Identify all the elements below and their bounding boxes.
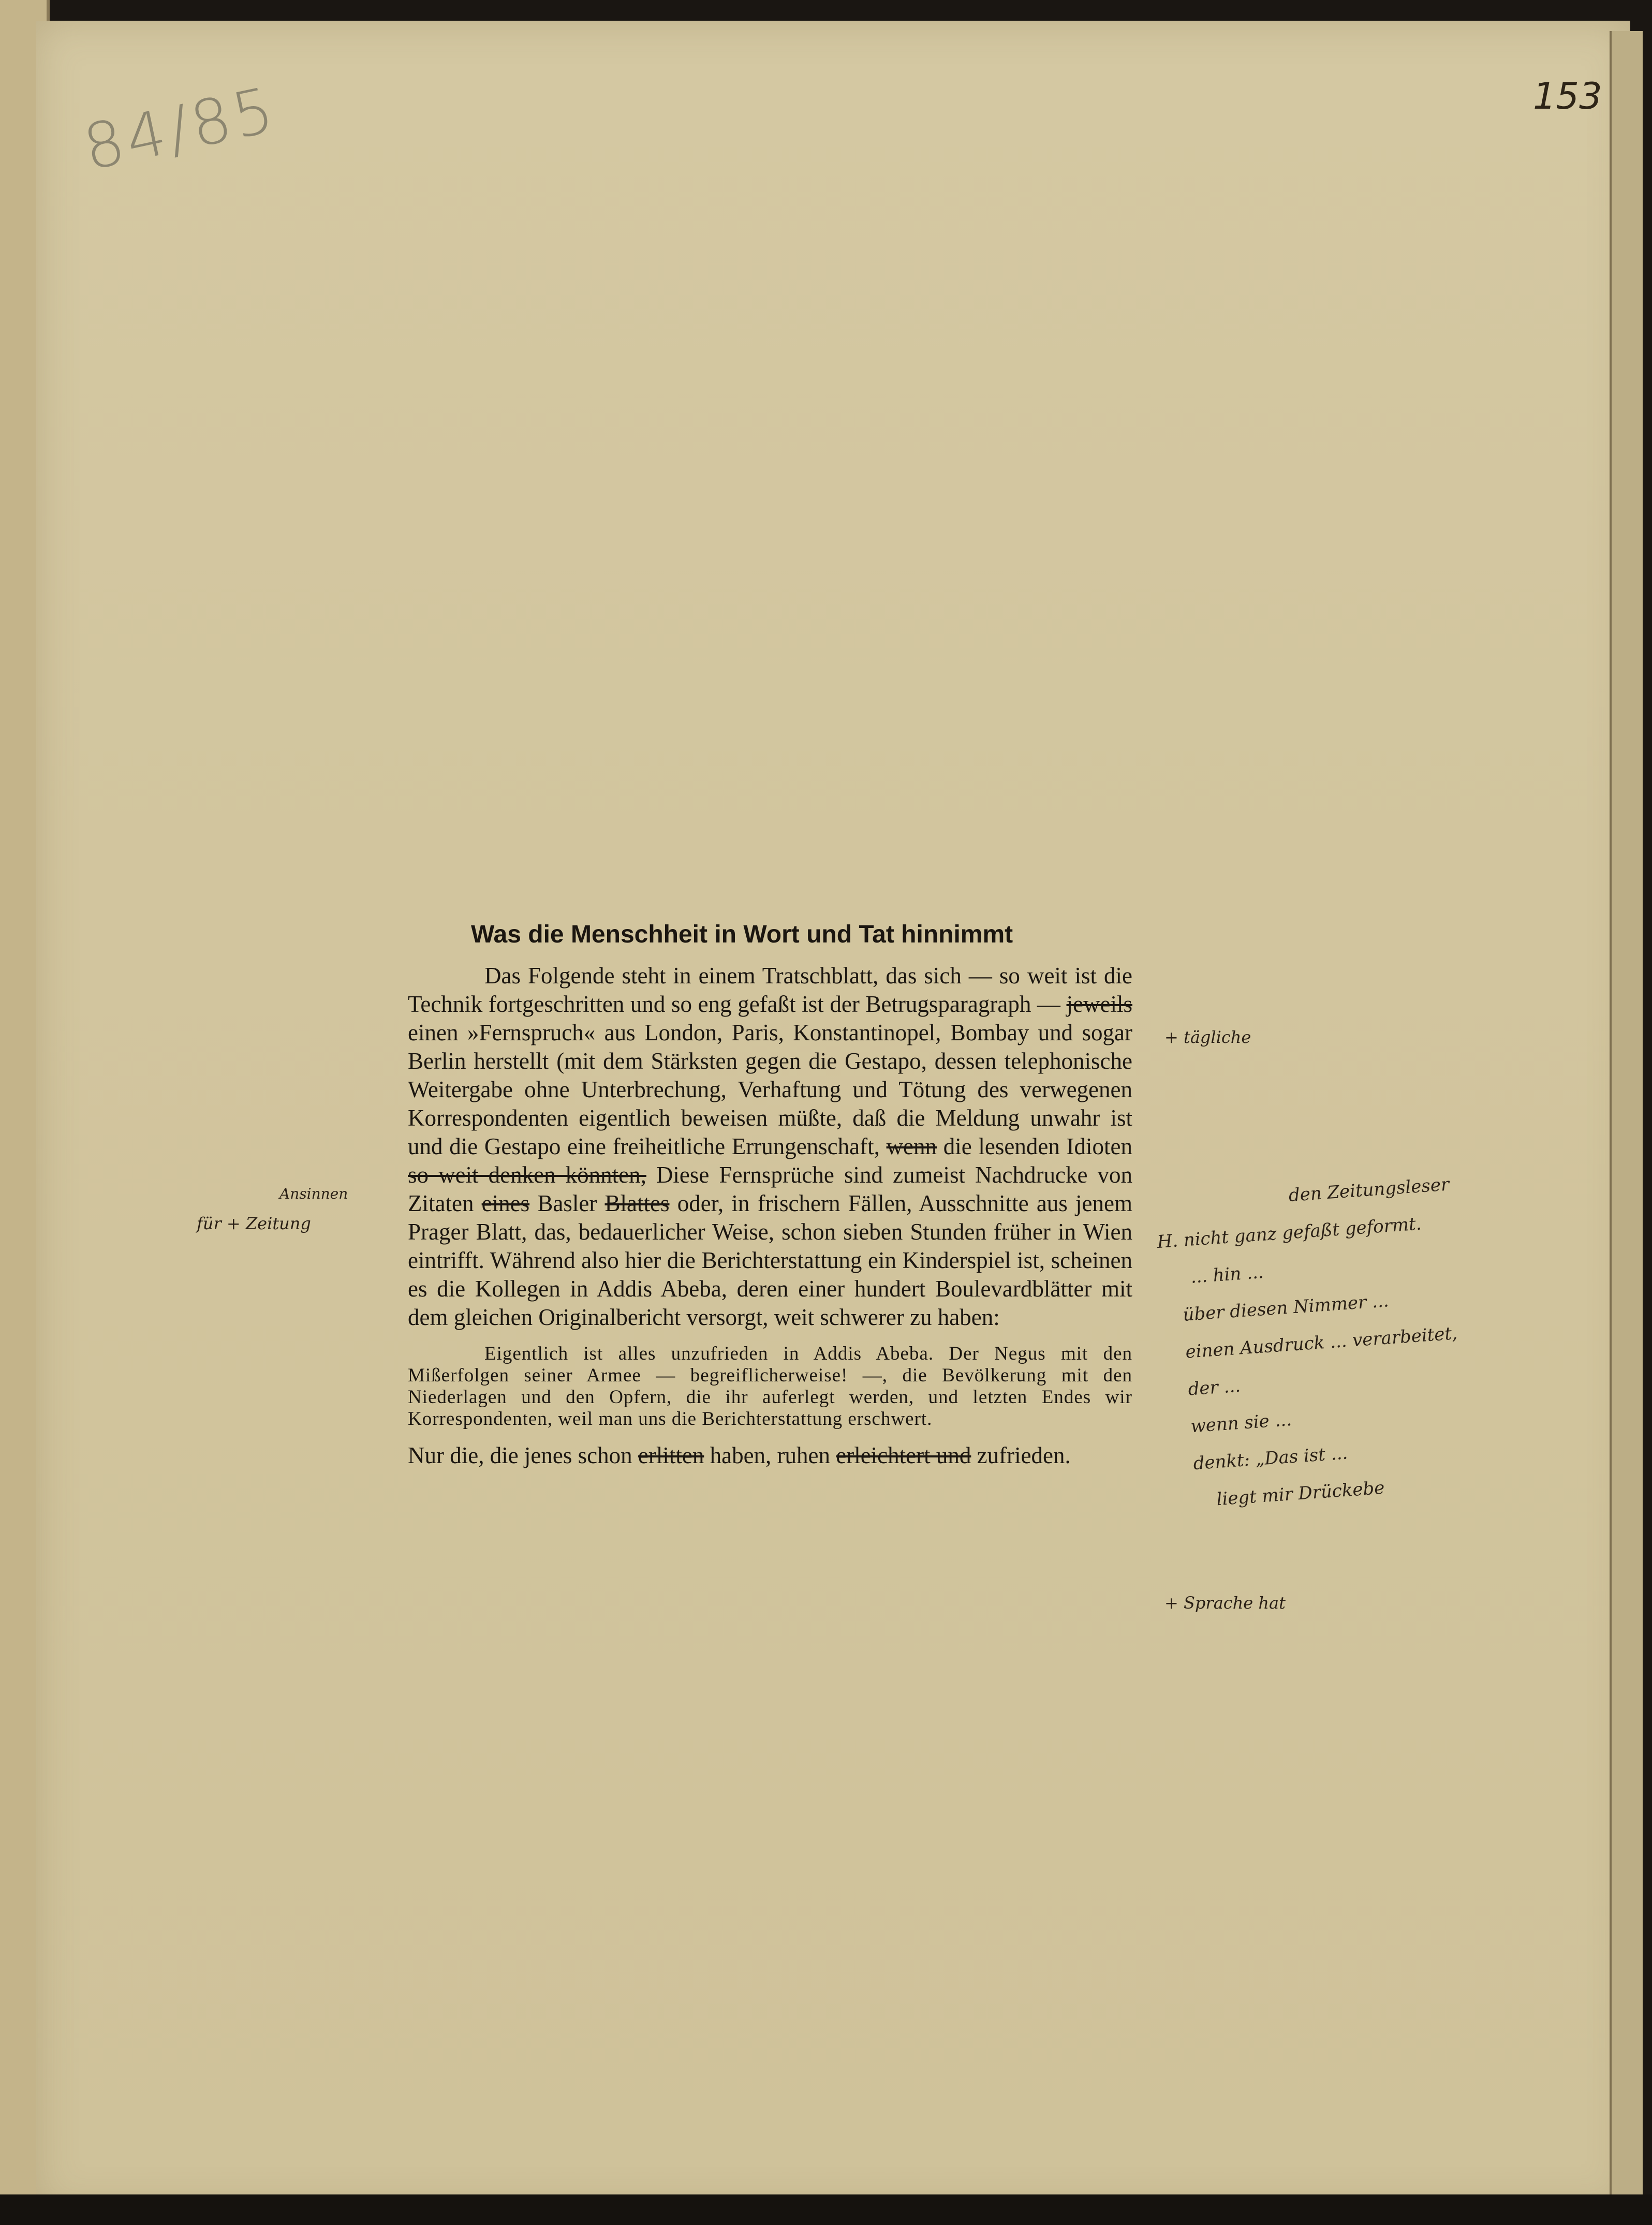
struck-text: Blattes xyxy=(604,1190,670,1216)
note-line: H. nicht ganz gefaßt geformt. xyxy=(1156,1213,1422,1253)
struck-text: jeweils xyxy=(1066,991,1132,1017)
scan-border xyxy=(0,2194,1652,2225)
note-line: den Zeitungsleser xyxy=(1288,1174,1450,1206)
struck-text: erleichtert und xyxy=(836,1442,971,1468)
struck-text: wenn xyxy=(886,1133,937,1159)
struck-text: so weit denken könnten, xyxy=(408,1162,646,1188)
page-stack-edge xyxy=(1610,31,1643,2205)
page-number: 153 xyxy=(1533,75,1602,117)
block-quote: Eigentlich ist alles unzufrieden in Addis Abeba. Der Negus mit den Mißerfolgen seiner Armee — begreiflicherweise! —, die Bevölkerung mit den Niederlagen und den Opfern, die ihr auferlegt werden, und letzten Endes wir Korrespondenten, weil man uns die Berichterstattung erschwert. xyxy=(408,1343,1132,1430)
pencil-mark: 84/85 xyxy=(77,73,283,185)
note-line: liegt mir Drückebe xyxy=(1216,1477,1385,1510)
handwritten-margin-note: + Sprache hat xyxy=(1164,1593,1286,1613)
note-line: denkt: „Das ist ... xyxy=(1192,1442,1349,1475)
struck-text: eines xyxy=(481,1190,530,1216)
note-line: wenn sie ... xyxy=(1190,1409,1293,1437)
handwritten-margin-note: für + Zeitung xyxy=(197,1214,311,1233)
text-run: die lesenden Idioten xyxy=(937,1133,1133,1159)
handwritten-margin-note: + tägliche xyxy=(1164,1027,1251,1047)
article-title: Was die Menschheit in Wort und Tat hinnimmt xyxy=(471,921,1013,948)
closing-paragraph xyxy=(408,1441,1132,1470)
note-line: ... hin ... xyxy=(1190,1261,1264,1288)
note-line: über diesen Nimmer ... xyxy=(1182,1290,1390,1325)
text-run: zufrieden. xyxy=(971,1442,1071,1468)
text-run: Nur die, die jenes schon xyxy=(408,1442,638,1468)
text-run: Das Folgende steht in einem Tratschblatt, das sich — so weit ist die Technik fortgeschritten und so eng gefaßt ist der Betrugsparagraph — xyxy=(408,963,1132,1017)
text-run: Diese Fernsprüche sind zumeist Nachdrucke von Zitaten xyxy=(408,1162,1132,1216)
note-line: der ... xyxy=(1187,1375,1242,1400)
text-run: oder, in frischern Fällen, Ausschnitte aus jenem Prager Blatt, das, bedauerlicher Weise, schon sieben Stunden früher in Wien eintrifft. Während also hier die Berichterstattung ein Kinderspiel ist, scheinen es die Kollegen in Addis Abeba, deren einer hundert Boulevardblätter mit dem gleichen Originalbericht versorgt, weit schwerer zu haben: xyxy=(408,1190,1132,1330)
handwritten-margin-annotation xyxy=(1153,1164,1497,1521)
text-run: haben, ruhen xyxy=(704,1442,836,1468)
article-body xyxy=(408,962,1132,1470)
text-run: einen »Fernspruch« aus London, Paris, Konstantinopel, Bombay und sogar Berlin herstellt (mit dem Stärksten gegen die Gestapo, dessen telephonische Weitergabe ohne Unterbrechung, Verhaftung und Tötung des verwegenen Korrespondenten eigentlich beweisen müßte, daß die Meldung unwahr ist und die Gestapo eine freiheitliche Errungenschaft, xyxy=(408,1020,1132,1159)
paragraph-1 xyxy=(408,962,1132,1332)
handwritten-margin-note: Ansinnen xyxy=(279,1185,348,1202)
note-line: einen Ausdruck ... verarbeitet, xyxy=(1185,1323,1458,1363)
text-run: Basler xyxy=(529,1190,605,1216)
struck-text: erlitten xyxy=(638,1442,704,1468)
